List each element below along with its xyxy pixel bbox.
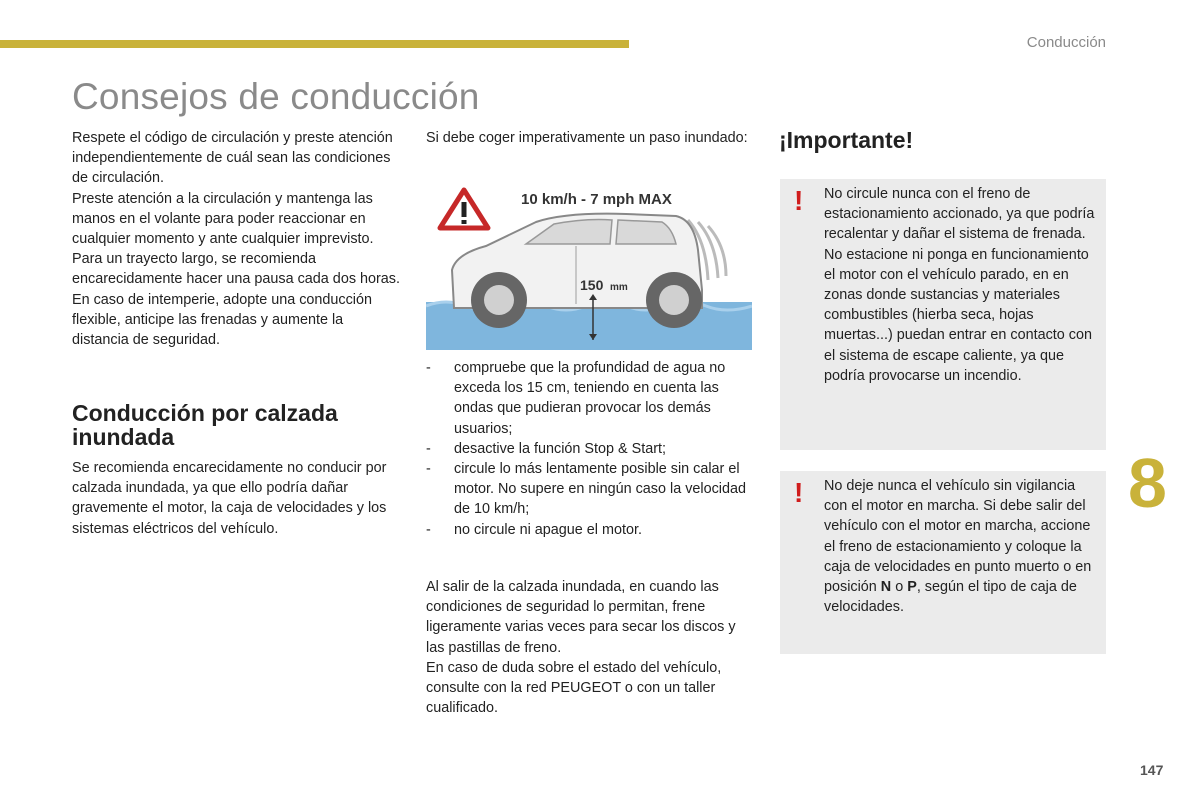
- header-accent-bar: [0, 40, 629, 48]
- gear-position-n: N: [880, 579, 892, 596]
- list-item-text: circule lo más lentamente posible sin calar el motor. No supere en ningún caso la velocidad de 10 km/h;: [454, 461, 746, 518]
- list-item: [426, 439, 756, 459]
- warning-text-part: No deje nunca el vehículo sin vigilancia con el motor en marcha. Si debe salir del vehículo con el motor en marcha, accione el freno de estacionamiento y coloque la caja de velocidades en punto muerto o en posición: [824, 478, 1092, 596]
- list-dash: -: [426, 461, 431, 478]
- after-flood-advice: Al salir de la calzada inundada, en cuando las condiciones de seguridad lo permitan, frene ligeramente varias veces para secar los discos y las pastillas de freno. En caso de duda sobre el estado del vehículo, consulte con la red PEUGEOT o con un taller cualificado.: [426, 579, 736, 717]
- list-item-text: desactive la función Stop & Start;: [454, 440, 666, 457]
- list-item: [426, 520, 756, 540]
- list-dash: -: [426, 360, 431, 376]
- speed-limit-label: 10 km/h - 7 mph MAX: [521, 191, 672, 208]
- section-name: Conducción: [1026, 34, 1106, 51]
- flooded-passage-checklist: [426, 358, 756, 540]
- warning-text: [824, 476, 1098, 617]
- warning-box-parking-brake: [780, 179, 1106, 450]
- flooded-road-heading: Conducción por calzada inundada: [72, 400, 338, 450]
- flooded-passage-intro: Si debe coger imperativamente un paso inundado:: [426, 130, 748, 146]
- warning-text-part: o: [891, 579, 908, 596]
- warning-text: No circule nunca con el freno de estacionamiento accionado, ya que podría recalentar y dañar el sistema de frenada. No estacione ni ponga en funcionamiento el motor con el vehículo parado, en en zonas donde sustancias y materiales combustibles (hierba seca, hojas muertas...) puedan entrar en contacto con el sistema de escape caliente, ya que podría provocarse un incendio.: [824, 186, 1095, 384]
- page-title: Consejos de conducción: [72, 76, 480, 117]
- exclamation-icon: !: [794, 185, 804, 216]
- car-in-water-diagram: [426, 180, 752, 350]
- depth-unit: mm: [610, 282, 628, 293]
- chapter-number: 8: [1128, 444, 1167, 522]
- warning-triangle-icon: [440, 190, 488, 228]
- important-heading: ¡Importante!: [779, 127, 914, 153]
- list-item: [426, 358, 756, 439]
- flooded-road-text: Se recomienda encarecidamente no conducir por calzada inundada, ya que ello podría dañar gravemente el motor, la caja de velocidades y los sistemas eléctricos del vehículo.: [72, 460, 387, 537]
- list-dash: -: [426, 521, 431, 538]
- page-number: 147: [1140, 762, 1164, 778]
- exclamation-icon: !: [794, 477, 804, 508]
- flooded-road-illustration: [426, 180, 752, 350]
- driving-advice-intro: Respete el código de circulación y preste atención independientemente de cuál sean las condiciones de circulación. Preste atención a la circulación y mantenga las manos en el volante para poder reaccionar en cualquier momento y ante cualquier imprevisto. Para un trayecto largo, se recomienda encarecidamente hacer una pausa cada dos horas. En caso de intemperie, adopte una conducción flexible, anticipe las frenadas y aumente la distancia de seguridad.: [72, 130, 401, 349]
- list-dash: -: [426, 440, 431, 457]
- gear-position-p: P: [907, 579, 917, 596]
- list-item: [426, 459, 756, 520]
- list-item-text: no circule ni apague el motor.: [454, 521, 642, 538]
- warning-text-part: , según el tipo de caja de velocidades.: [824, 579, 1077, 616]
- warning-box-unattended-vehicle: [780, 471, 1106, 654]
- depth-value: 150: [580, 277, 604, 293]
- list-item-text: compruebe que la profundidad de agua no exceda los 15 cm, teniendo en cuenta las ondas que pudieran provocar los demás usuarios;: [454, 360, 726, 437]
